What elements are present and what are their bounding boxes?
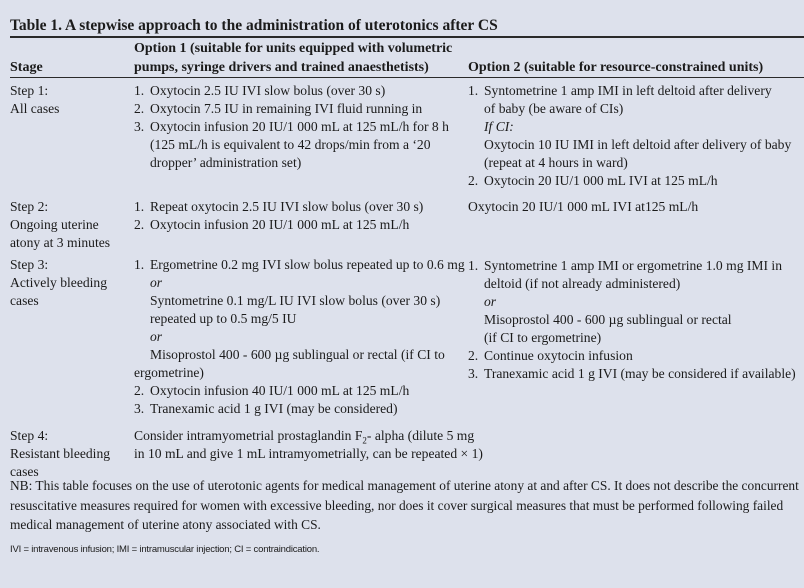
stage-desc: cases (10, 293, 39, 308)
item-text: Repeat oxytocin 2.5 IU IVI slow bolus (over 30 s) (150, 199, 424, 214)
header-stage: Stage (10, 60, 43, 75)
item-text: Oxytocin 20 IU/1 000 mL IVI at 125 mL/h (484, 173, 718, 188)
item-number: 1. (468, 258, 479, 273)
option1-cell-step4 (134, 427, 483, 463)
item-text: Oxytocin infusion 20 IU/1 000 mL at 125 mL/h for 8 h (150, 119, 449, 134)
item-text: Oxytocin infusion 40 IU/1 000 mL at 125 mL/h (150, 383, 410, 398)
stage-label: Step 4: (10, 428, 49, 443)
list-continuation: of baby (be aware of CIs) (484, 101, 624, 116)
stage-desc: Resistant bleeding (10, 446, 111, 461)
item-number: 2. (134, 383, 145, 398)
list-item (468, 82, 791, 100)
list-item (468, 172, 791, 190)
item-text: - alpha (dilute 5 mg (366, 428, 475, 443)
option1-cell-step3 (134, 256, 465, 418)
list-continuation: Misoprostol 400 - 600 µg sublingual or rectal (if CI to (150, 347, 445, 362)
stage-desc: Ongoing uterine (10, 217, 99, 232)
list-item (134, 400, 465, 418)
item-text: Tranexamic acid 1 g IVI (may be considered) (150, 401, 398, 416)
or-label: or (150, 275, 163, 290)
stage-label: Step 1: (10, 83, 49, 98)
item-number: 3. (468, 366, 479, 381)
header-option1-line2: pumps, syringe drivers and trained anaesthetists) (134, 60, 429, 75)
stage-desc: Actively bleeding (10, 275, 108, 290)
item-text: Syntometrine 1 amp IMI or ergometrine 1.0 mg IMI in (484, 258, 783, 273)
item-number: 2. (134, 101, 145, 116)
item-number: 2. (468, 348, 479, 363)
list-continuation: deltoid (if not already administered) (484, 276, 681, 291)
header-option2: Option 2 (suitable for resource-constrained units) (468, 60, 764, 75)
option2-cell-step1 (468, 82, 791, 190)
list-continuation: dropper’ administration set) (150, 155, 302, 170)
list-item (134, 118, 449, 136)
title-rule (10, 36, 804, 38)
option1-cell-step1 (134, 82, 449, 172)
stage-desc: All cases (10, 101, 60, 116)
item-text: Oxytocin 7.5 IU in remaining IVI fluid running in (150, 101, 423, 116)
list-continuation: (125 mL/h is equivalent to 42 drops/min from a ‘20 (150, 137, 431, 152)
subscript: 2 (362, 435, 367, 446)
item-text: Consider intramyometrial prostaglandin F (134, 428, 363, 443)
option2-cell-step2 (468, 198, 698, 216)
plain-item: in 10 mL and give 1 mL intramyometrially, can be repeated × 1) (134, 446, 483, 461)
item-text: Tranexamic acid 1 g IVI (may be considered if available) (484, 366, 796, 381)
list-item (134, 100, 449, 118)
item-text: Syntometrine 1 amp IMI in left deltoid after delivery (484, 83, 772, 98)
list-continuation: (if CI to ergometrine) (484, 330, 602, 345)
list-continuation: repeated up to 0.5 mg/5 IU (150, 311, 297, 326)
stage-cell-step2 (10, 198, 110, 252)
list-continuation: Syntometrine 0.1 mg/L IU IVI slow bolus (over 30 s) (150, 293, 441, 308)
plain-item (134, 427, 483, 445)
abbreviations-footnote: IVI = intravenous infusion; IMI = intramuscular injection; CI = contraindication. (10, 544, 320, 555)
option2-cell-step3 (468, 257, 796, 383)
stage-cell-step1 (10, 82, 59, 118)
list-item (134, 198, 423, 216)
list-item (468, 347, 796, 365)
stage-label: Step 3: (10, 257, 49, 272)
item-number: 1. (134, 199, 145, 214)
or-label: or (484, 294, 497, 309)
plain-item: Oxytocin 20 IU/1 000 mL IVI at125 mL/h (468, 199, 699, 214)
stage-desc: cases (10, 464, 39, 479)
stage-cell-step3 (10, 256, 107, 310)
header-rule (10, 77, 804, 78)
item-number: 3. (134, 119, 145, 134)
table-note: NB: This table focuses on the use of uterotonic agents for medical management of uterine atony at and after CS. It does not describe the concurrent resuscitative measures required for women with excessive bleeding, nor does it cover surgical measures that must be performed following failed medical management of uterine atony associated with CS. (10, 478, 799, 532)
or-label: or (150, 329, 163, 344)
table-title: Table 1. A stepwise approach to the administration of uterotonics after CS (10, 17, 498, 34)
stage-label: Step 2: (10, 199, 49, 214)
item-text: Continue oxytocin infusion (484, 348, 633, 363)
list-item (134, 216, 423, 234)
item-number: 2. (134, 217, 145, 232)
if-ci-label: If CI: (484, 119, 514, 134)
list-continuation: (repeat at 4 hours in ward) (484, 155, 628, 170)
option1-cell-step2 (134, 198, 423, 234)
list-item (134, 256, 465, 274)
stage-desc: atony at 3 minutes (10, 235, 111, 250)
list-continuation: Misoprostol 400 - 600 µg sublingual or rectal (484, 312, 732, 327)
item-number: 1. (134, 257, 145, 272)
item-number: 1. (468, 83, 479, 98)
stage-cell-step4 (10, 427, 110, 481)
item-number: 1. (134, 83, 145, 98)
list-item (134, 382, 465, 400)
list-continuation: ergometrine) (134, 365, 204, 380)
item-text: Ergometrine 0.2 mg IVI slow bolus repeated up to 0.6 mg (150, 257, 465, 272)
list-continuation: Oxytocin 10 IU IMI in left deltoid after delivery of baby (484, 137, 792, 152)
item-number: 2. (468, 173, 479, 188)
item-text: Oxytocin infusion 20 IU/1 000 mL at 125 mL/h (150, 217, 410, 232)
header-option1-line1: Option 1 (suitable for units equipped with volumetric (134, 41, 453, 56)
list-item (468, 257, 796, 275)
item-text: Oxytocin 2.5 IU IVI slow bolus (over 30 s) (150, 83, 386, 98)
list-item (468, 365, 796, 383)
list-item (134, 82, 449, 100)
item-number: 3. (134, 401, 145, 416)
